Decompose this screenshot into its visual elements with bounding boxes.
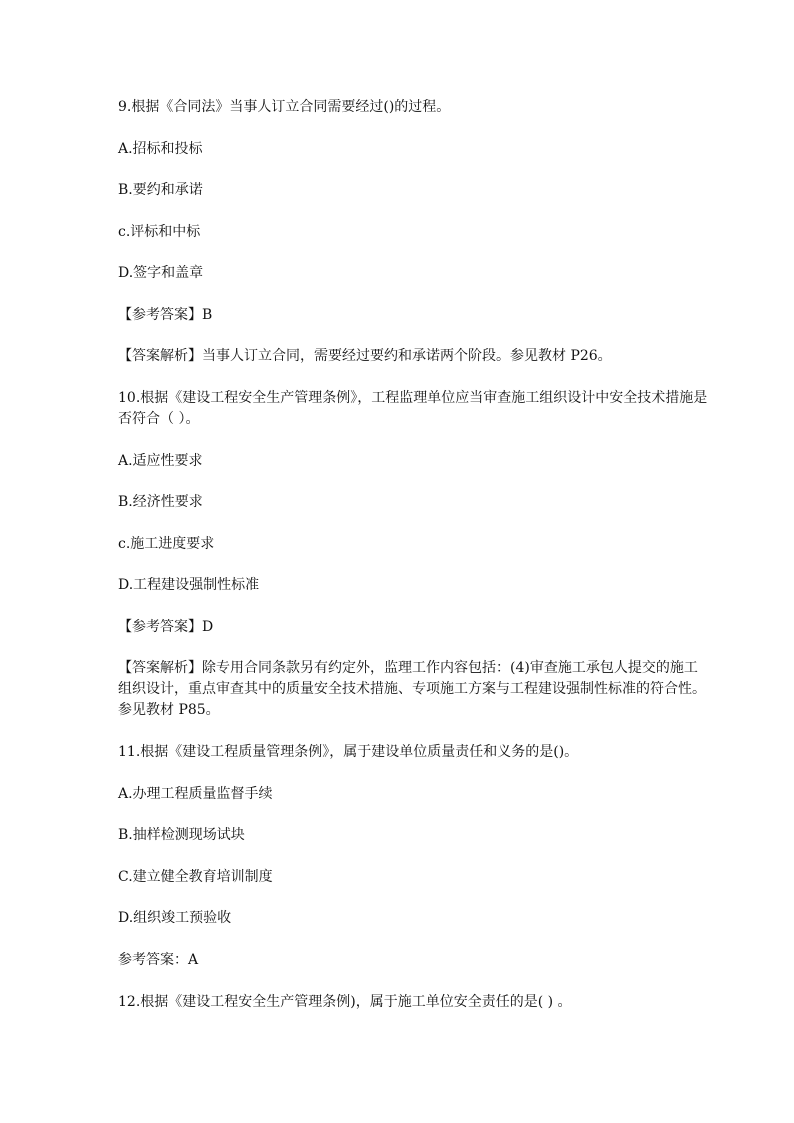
question-11-option-d: D.组织竣工预验收 — [118, 910, 232, 926]
question-10-option-a: A.适应性要求 — [118, 453, 203, 469]
question-10-answer: 【参考答案】D — [118, 619, 214, 635]
question-11-answer: 参考答案：A — [118, 952, 199, 968]
question-12-stem: 12.根据《建设工程安全生产管理条例)，属于施工单位安全责任的是( ) 。 — [118, 994, 572, 1010]
question-11-stem: 11.根据《建设工程质量管理条例》，属于建设单位质量责任和义务的是()。 — [118, 744, 579, 760]
question-10-option-b: B.经济性要求 — [118, 494, 203, 510]
question-9-analysis: 【答案解析】当事人订立合同，需要经过要约和承诺两个阶段。参见教材 P26。 — [118, 348, 612, 364]
question-11-option-a: A.办理工程质量监督手续 — [118, 786, 273, 802]
question-9-answer: 【参考答案】B — [118, 307, 213, 323]
question-10-analysis: 【答案解析】除专用合同条款另有约定外，监理工作内容包括：(4)审查施工承包人提交的施工组织设计，重点审查其中的质量安全技术措施、专项施工方案与工程建设强制性标准的符合性。参见教材 P85。 — [118, 660, 706, 718]
question-10-option-c: c.施工进度要求 — [118, 536, 215, 552]
question-9-option-b: B.要约和承诺 — [118, 182, 203, 198]
question-10-option-d: D.工程建设强制性标准 — [118, 577, 260, 593]
question-9-option-c: c.评标和中标 — [118, 224, 201, 240]
question-9-option-d: D.签字和盖章 — [118, 265, 204, 281]
question-11-option-b: B.抽样检测现场试块 — [118, 827, 245, 843]
question-11-option-c: C.建立健全教育培训制度 — [118, 869, 273, 885]
question-9-stem: 9.根据《合同法》当事人订立合同需要经过()的过程。 — [118, 99, 451, 115]
question-10-stem: 10.根据《建设工程安全生产管理条例》，工程监理单位应当审查施工组织设计中安全技术措施是否符合（ ）。 — [118, 390, 708, 427]
question-9-option-a: A.招标和投标 — [118, 141, 203, 157]
